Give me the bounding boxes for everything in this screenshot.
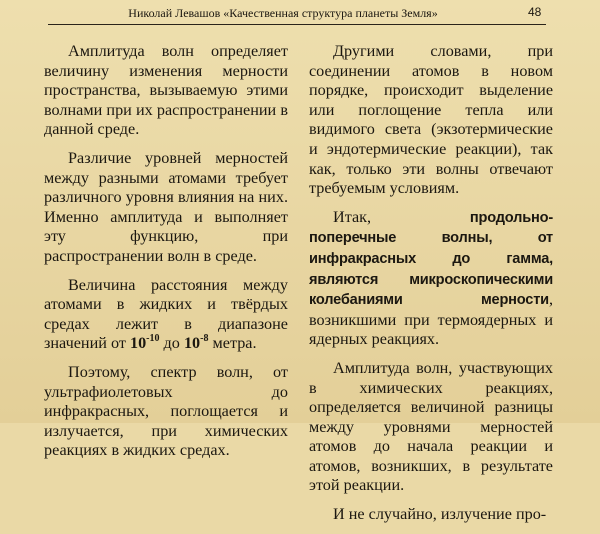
conclusion-end: , возникшими при термоядерных и ядерных реакциях. [309, 290, 553, 349]
range-base-1: 10 [129, 334, 147, 353]
right-column [309, 42, 553, 534]
range-exponent-1: -10 [146, 332, 160, 344]
left-paragraph-2: Различие уровней мерностей между разными атомами требует различного уровня влияния на них. Именно амплитуда и выполняет эту функцию, при распространении волн в среде. [44, 148, 288, 265]
page-number: 48 [528, 5, 542, 19]
highlighted-statement: продольно-поперечные волны, от инфракрасных до гамма, являются микроскопическими колебаниями мерности [309, 209, 553, 309]
range-exponent-2: -8 [200, 332, 209, 344]
distance-range-text: Величина расстояния между атомами в жидких и твёрдых средах лежит в диапазоне значений от [44, 275, 288, 353]
left-column [44, 42, 288, 470]
range-connector: до [163, 334, 180, 353]
conclusion-lead: Итак, [333, 207, 372, 226]
range-base-2: 10 [183, 334, 201, 353]
right-paragraph-1: Другими словами, при соединении атомов в новом порядке, происходит выделение или поглощение тепла или видимого света (экзотермические и эндотермические реакции), так как, только эти волны отвечают требуемым условиям. [309, 42, 553, 198]
header-divider [48, 24, 546, 25]
running-header: Николай Левашов «Качественная структура планеты Земля» [128, 6, 438, 20]
right-paragraph-4: И не случайно, излучение про- [333, 505, 547, 524]
left-paragraph-3 [44, 276, 288, 354]
right-paragraph-2 [309, 208, 553, 350]
left-paragraph-4: Поэтому, спектр волн, от ультрафиолетовых до инфракрасных, поглощается и излучается, при химических реакциях в жидких средах. [44, 362, 288, 460]
left-paragraph-1: Амплитуда волн определяет величину изменения мерности пространства, вызываемую этими волнами при их распространении в данной среде. [44, 42, 288, 139]
range-unit: метра. [212, 334, 257, 353]
right-paragraph-3: Амплитуда волн, участвующих в химических реакциях, определяется величиной разницы между уровнями мерностей атомов до начала реакции и атомов, возникших, в результате этой реакции. [309, 358, 553, 495]
